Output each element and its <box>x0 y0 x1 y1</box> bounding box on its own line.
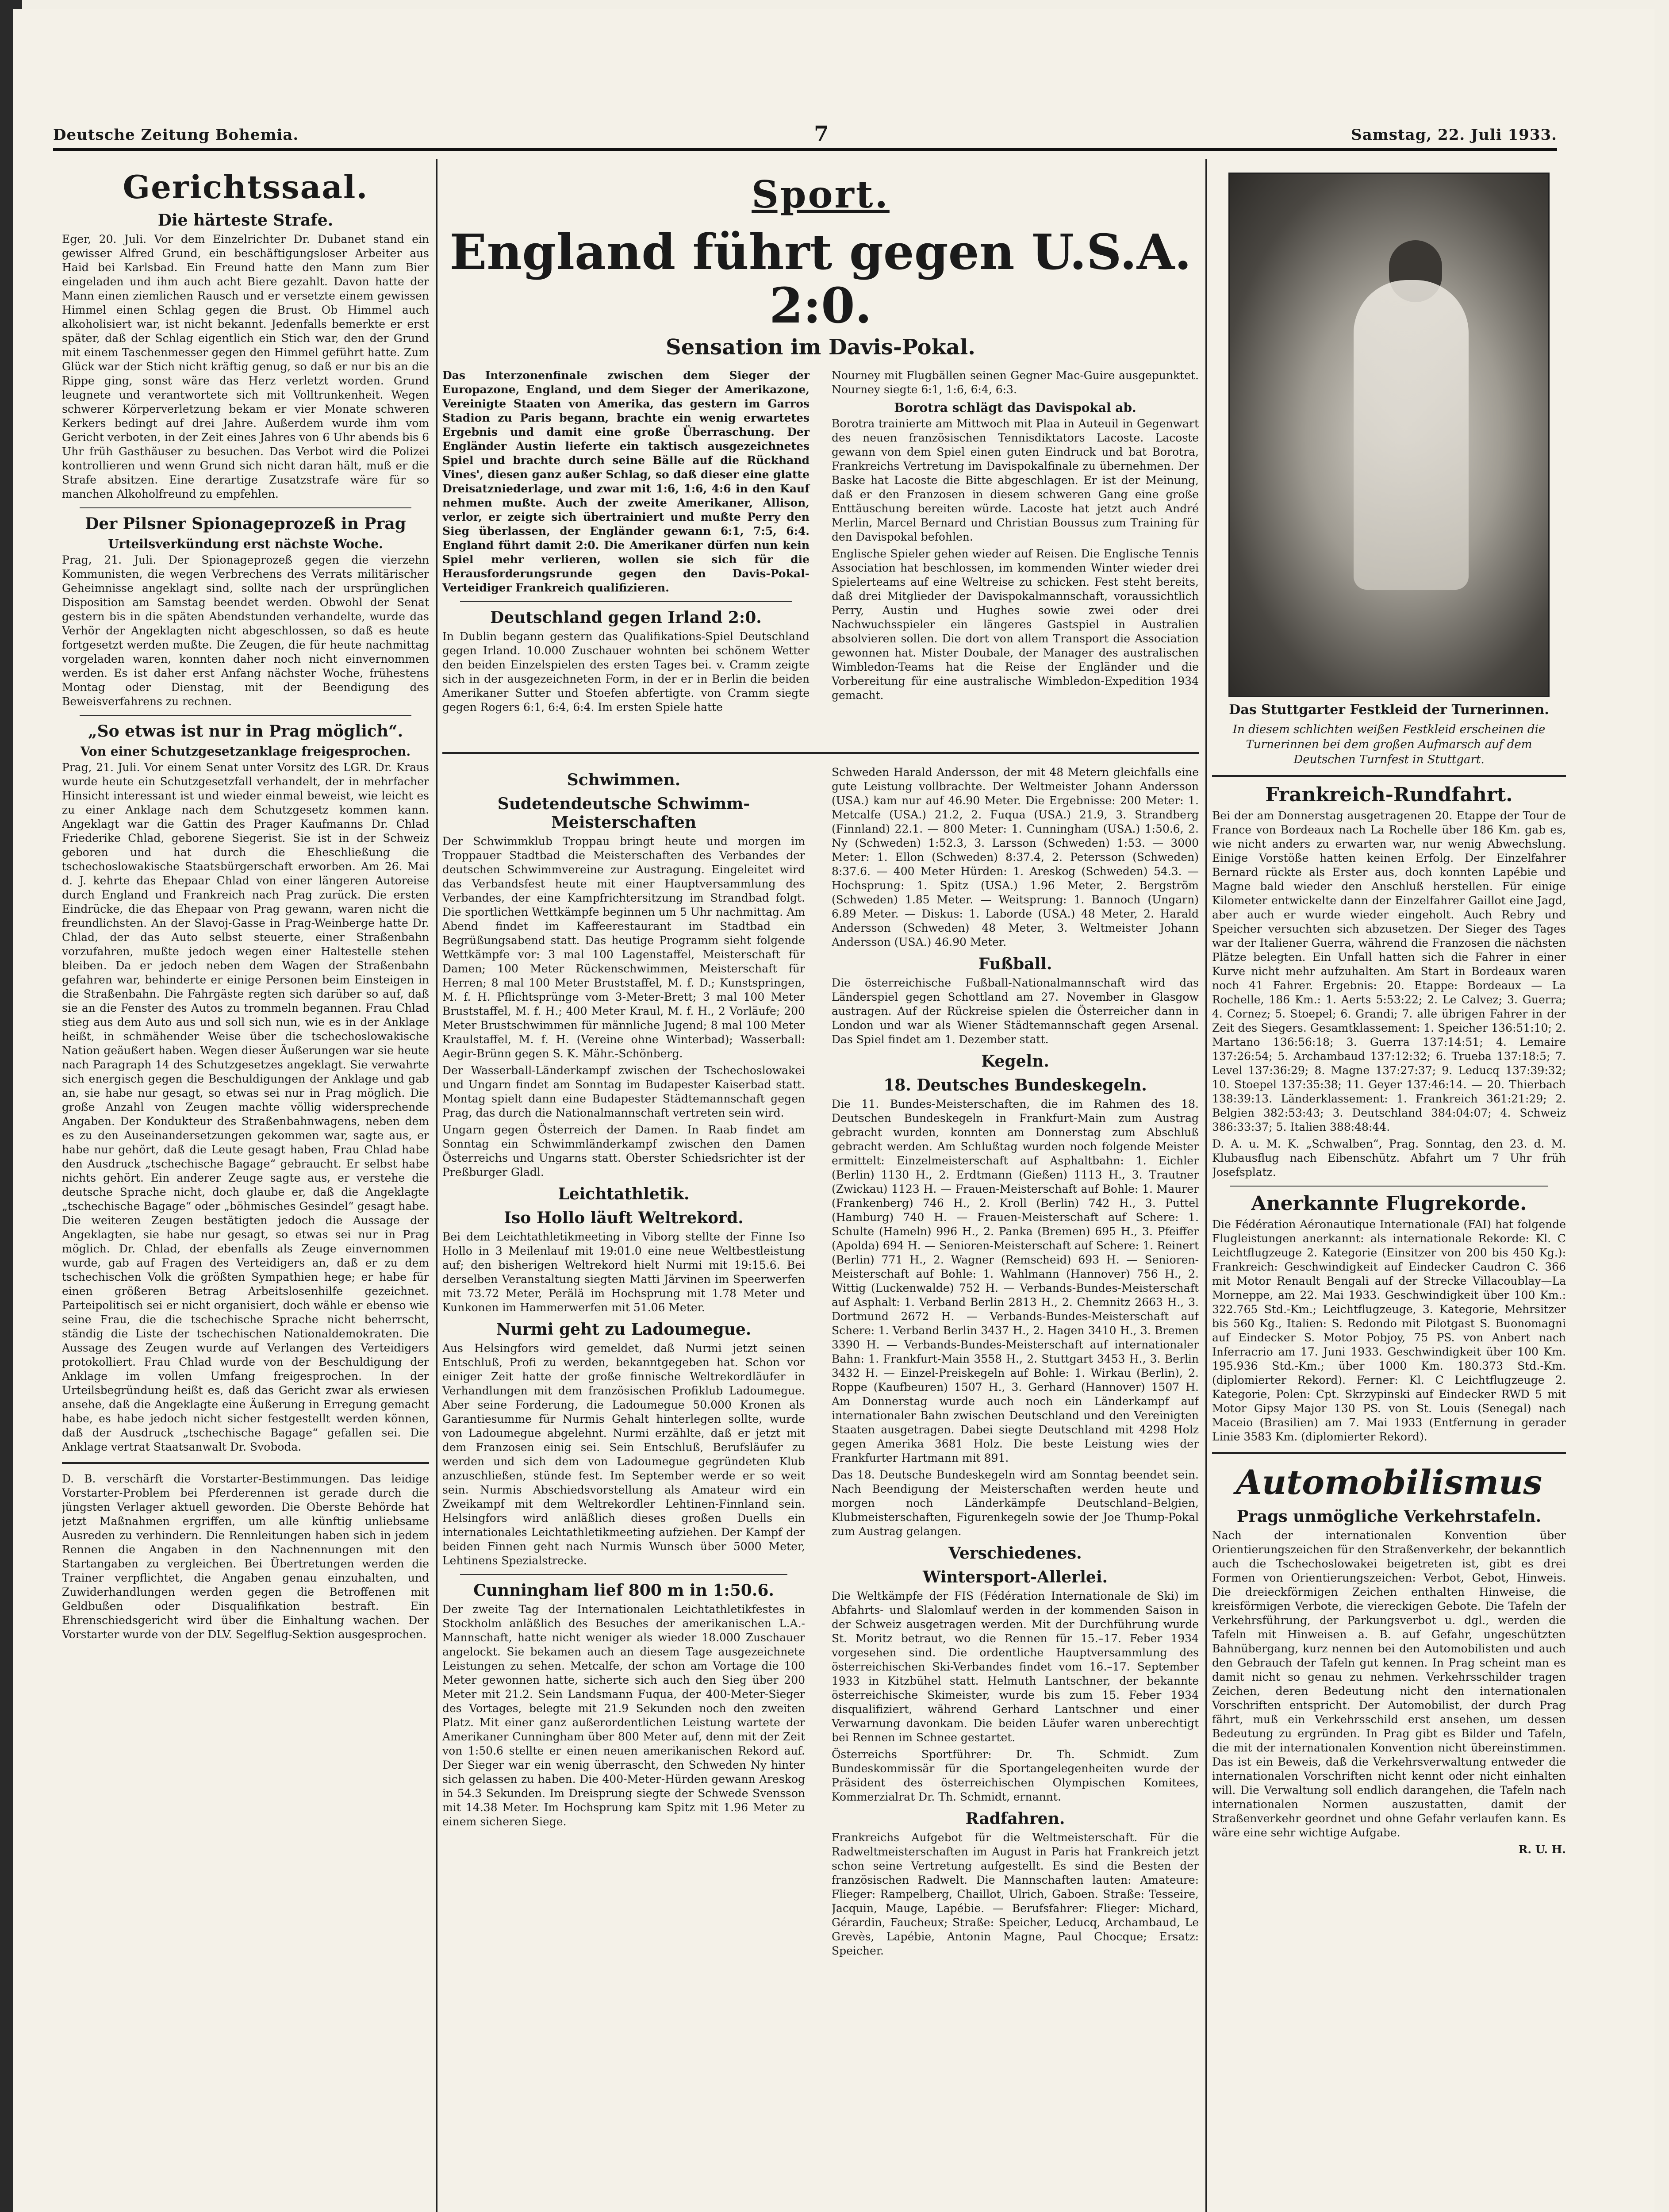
column-sport-left <box>442 765 805 2212</box>
article-body: Prag, 21. Juli. Der Spionageprozeß gegen die vierzehn Kommunisten, die wegen Verbrechens des Verrats militärischer Geheimnisse angeklagt sind, sollte nach der ursprünglichen Disposition am Samstag beendet werden. Obwohl der Senat gestern bis in die späten Abendstunden verhandelte, wurde das Verhör der Angeklagten nicht abgeschlossen, so daß es heute fortgesetzt werden mußte. Die Zeugen, die für heute nachmittag vorgeladen waren, konnten daher noch nicht einvernommen werden. Es ist daher erst Anfang nächster Woche, frühestens Montag oder Dienstag, mit der Beendigung des Beweisverfahrens zu rechnen. <box>62 553 429 708</box>
issue-date: Samstag, 22. Juli 1933. <box>1351 126 1557 144</box>
section-title-automobile: Automobilismus <box>1235 1463 1542 1502</box>
section-title-bowling: Kegeln. <box>981 1052 1049 1071</box>
article-body: Der Wasserball-Länderkampf zwischen der Tschechoslowakei und Ungarn findet am Sonntag im Budapester Kaiserbad statt. Montag spielt dann eine Budapester Städtemannschaft gegen Prag, das durch die Nationalmannschaft vertreten sein wird. <box>442 1064 805 1119</box>
sport-lead <box>442 159 1199 752</box>
article-body: Der zweite Tag der Internationalen Leichtathletikfestes in Stockholm anläßlich des Besuches der amerikanischen L.A.-Mannschaft, hatte nicht weniger als wieder 18.000 Zuschauer angelockt. Sie bekamen auch an diesem Tage ausgezeichnete Leistungen zu sehen. Metcalfe, der schon am Vortage die 100 Meter gewonnen hatte, sicherte sich auch den Sieg über 200 Meter mit 21.2. Sein Landsmann Fuqua, der 400-Meter-Sieger des Vortages, belegte mit 21.9 Sekunden noch den zweiten Platz. Mit einer ganz außerordentlichen Leistung wartete der Amerikaner Cunningham über 800 Meter auf, denn mit der Zeit von 1:50.6 stellte er einen neuen amerikanischen Rekord auf. Der Sieger war ein wenig überrascht, den Schweden Ny hinter sich gelassen zu haben. Die 400-Meter-Hürden gewann Areskog in 54.3 Sekunden. Im Dreisprung siegte der Schwede Svensson mit 14.38 Meter. Im Hochsprung kam Spitz mit 1.96 Meter zu einem sicheren Siege. <box>442 1603 805 1828</box>
column-divider-1 <box>436 159 437 2212</box>
section-title-court: Gerichtssaal. <box>123 168 368 206</box>
column-court <box>62 159 429 2212</box>
article-title: Iso Hollo läuft Weltrekord. <box>504 1209 744 1227</box>
article-body: Eger, 20. Juli. Vor dem Einzelrichter Dr. Dubanet stand ein gewisser Alfred Grund, ein beschäftigungsloser Arbeiter aus Haid bei Karlsbad. Ein Freund hatte den Mann zum Bier eingeladen und ihm auch acht Biere gezahlt. Davon hatte der Mann einen ziemlichen Rausch und er versetzte einem gewissen Himmel einen Schlag gegen die Brust. Ob Himmel auch alkoholisiert war, ist nicht bekannt. Jedenfalls bemerkte er erst später, daß der Schlag eigentlich ein Stich war, den der Grund mit einem Taschenmesser gegen den Himmel geführt hatte. Zum Glück war der Stich nicht kräftig genug, so daß er nur bis an die Rippe ging, sonst wäre das Herz verletzt worden. Grund leugnete und verantwortete sich mit Volltrunkenheit. Wegen schwerer Körperverletzung bekam er vier Monate schweren Kerkers bedingt auf drei Jahre. Außerdem wurde ihm vom Gericht verboten, in der Zeit eines Jahres von 6 Uhr abends bis 6 Uhr früh Gasthäuser zu besuchen. Das Verbot wird die Polizei kontrollieren und wenn Grund sich nicht daran hält, muß er die Strafe absitzen. Eine derartige Zusatzstrafe wäre für so manchen Alkoholfreund zu empfehlen. <box>62 233 429 500</box>
section-rule <box>442 752 1199 754</box>
article-body: D. B. verschärft die Vorstarter-Bestimmungen. Das leidige Vorstarter-Problem bei Pferderennen ist gerade durch die jüngsten Verlager aktuell geworden. Die Oberste Behörde hat jetzt Maßnahmen ergriffen, um alle künftig unliebsame Ausreden zu verhindern. Die Rennleitungen haben sich in jedem Rennen die Angaben in den Nachnennungen mit den Startangaben zu vergleichen. Bei Übertretungen werden die Trainer verpflichtet, die Angaben genau einzuhalten, und Zuwiderhandlungen werden gegen die Betroffenen mit Geldbußen oder Disqualifikation bestraft. Ein Ehrenschiedsgericht wird über die Einhaltung wachen. Der Vorstarter wurde von der DLV. Segelflug-Sektion ausgesprochen. <box>62 1472 429 1641</box>
divider <box>80 715 411 716</box>
section-title-cycling: Radfahren. <box>965 1809 1065 1828</box>
article-title: 18. Deutsches Bundeskegeln. <box>883 1076 1147 1094</box>
article-body: Der Schwimmklub Troppau bringt heute und morgen im Troppauer Stadtbad die Meisterschaften des Verbandes der deutschen Schwimmvereine zur Austragung. Eingeleitet wird das Verbandsfest heute mit einer Hauptversammlung des Verbandes, der eine Kampfrichtersitzung im Strandbad folgt. Die sportlichen Wettkämpfe beginnen um 5 Uhr nachmittag. Am Abend findet im Kaffeerestaurant im Stadtbad ein Begrüßungsabend statt. Das heutige Programm sieht folgende Wettkämpfe vor: 3 mal 100 Lagenstaffel, Meisterschaft für Damen; 100 Meter Rückenschwimmen, Meisterschaft für Herren; 8 mal 100 Meter Bruststaffel, M. f. D.; Kunstspringen, M. f. H. Pflichtsprünge vom 3-Meter-Brett; 3 mal 100 Meter Bruststaffel, M. f. H.; 400 Meter Kraul, M. f. H., 2 Vorläufe; 200 Meter Brustschwimmen für männliche Jugend; 8 mal 100 Meter Kraulstaffel, M. f. H. (Vereine ohne Winterbad); Wasserball: Aegir-Brünn gegen S. K. Mähr.-Schönberg. <box>442 835 805 1060</box>
article-title: Anerkannte Flugrekorde. <box>1251 1192 1527 1215</box>
article-subtitle: Urteilsverkündung erst nächste Woche. <box>108 537 383 551</box>
article-title: Cunningham lief 800 m in 1:50.6. <box>473 1581 774 1600</box>
article-body: Das 18. Deutsche Bundeskegeln wird am Sonntag beendet sein. Nach Beendigung der Meisterschaften werden heute und morgen noch Länderkämpfe Deutschland–Belgien, Klubmeisterschaften, Figurenkegeln sowie der Joe Thump-Pokal zum Austrag gelangen. <box>832 1468 1199 1538</box>
divider <box>460 601 792 602</box>
masthead-name: Deutsche Zeitung Bohemia. <box>53 126 299 144</box>
article-title: „So etwas ist nur in Prag möglich“. <box>88 722 403 741</box>
photo-figure <box>1354 280 1469 590</box>
article-title: Sudetendeutsche Schwimm-Meisterschaften <box>497 795 750 832</box>
article-title: Frankreich-Rundfahrt. <box>1265 783 1513 806</box>
photo-caption-text: In diesem schlichten weißen Festkleid erscheinen die Turnerinnen bei dem großen Aufmarsch auf dem Deutschen Turnfest in Stuttgart. <box>1232 723 1546 766</box>
lead-col-a <box>442 369 810 717</box>
divider <box>80 507 411 508</box>
article-title: Der Pilsner Spionageprozeß in Prag <box>85 515 406 533</box>
section-title-misc: Verschiedenes. <box>948 1544 1082 1563</box>
photo-festkleid <box>1228 173 1550 697</box>
article-body: Schweden Harald Andersson, der mit 48 Metern gleichfalls eine gute Leistung vollbrachte. Der Weltmeister Johann Andersson (USA.) kam nur auf 46.90 Meter. Die Ergebnisse: 200 Meter: 1. Metcalfe (USA.) 21.2, 2. Fuqua (USA.) 21.9, 3. Strandberg (Finnland) 22.1. — 800 Meter: 1. Cunningham (USA.) 1:50.6, 2. Ny (Schweden) 1:52.3, 3. Larsson (Schweden) 1:53. — 3000 Meter: 1. Ellon (Schweden) 8:37.4, 2. Petersson (Schweden) 8:37.6. — 400 Meter Hürden: 1. Areskog (Schweden) 54.3. — Hochsprung: 1. Spitz (USA.) 1.96 Meter, 2. Bergström (Schweden) 1.85 Meter. — Weitsprung: 1. Bannoch (Ungarn) 6.89 Meter. — Diskus: 1. Laborde (USA.) 48 Meter, 2. Harald Andersson (Schweden) 48 Meter, 3. Weltmeister Johann Andersson (USA.) 46.90 Meter. <box>832 766 1199 949</box>
column-sport-right <box>832 765 1199 2212</box>
page-header <box>53 117 1557 153</box>
article-title: Nurmi geht zu Ladoumegue. <box>496 1320 752 1339</box>
article-body: Die Fédération Aéronautique Internationale (FAI) hat folgende Flugleistungen anerkannt: als internationale Rekorde: Kl. C Leichtflugzeuge 2. Kategorie (Einsitzer von 200 bis 450 Kg.): Frankreich: Geschwindigkeit auf Eindecker Caudron C. 366 mit Motor Renault Bengali auf der Strecke Villacoublay—La Morneppe, am 22. Mai 1933. Geschwindigkeit über 100 Km.: 322.765 Std.-Km.; Leichtflugzeuge, 3. Kategorie, Mehrsitzer bis 560 Kg., Italien: S. Redondo mit Pilotgast S. Buonomagni auf Eindecker S. Motor Pobjoy, 75 PS. von Anbert nach Inferracrio am 17. Juni 1933. Geschwindigkeit über 100 Km. 195.936 Std.-Km.; über 1000 Km. 180.373 Std.-Km. (diplomierter Rekord). Ferner: Kl. C Leichtflugzeuge 2. Kategorie, Polen: Cpt. Skrzypinski auf Eindecker RWD 5 mit Motor Gipsy Major 130 PS. von St. Louis (Senegal) nach Maceio (Brasilien) am 7. Mai 1933 (Entfernung in gerader Linie 3583 Km. (diplomierter Rekord). <box>1212 1218 1566 1444</box>
article-body: Bei der am Donnerstag ausgetragenen 20. Etappe der Tour de France von Bordeaux nach La Rochelle über 186 Km. gab es, wie nicht anders zu erwarten war, nur wenig Abwechslung. Einige Vorstöße hatten keinen Erfolg. Der Einzelfahrer Bernard rückte als Erster aus, doch konnten Lapébie und Magne bald wieder den Anschluß herstellen. Für einige Kilometer entwickelte dann der Einzelfahrer Gaillot eine Jagd, aber auch er wurde wieder eingeholt. Auch Rebry und Speicher versuchten sich abzusetzen. Der Sieger des Tages war der Italiener Guerra, während die Franzosen die nächsten Plätze belegten. Ein Unfall hatten sich die Fahrer in einer Kurve nicht mehr aufzuhalten. Am Start in Bordeaux waren noch 41 Fahrer. Ergebnis: 20. Etappe: Bordeaux — La Rochelle, 186 Km.: 1. Aerts 5:53:22; 2. Le Calvez; 3. Guerra; 4. Cornez; 5. Stoepel; 6. Grandi; 7. alle übrigen Fahrer in der Zeit des Siegers. Gesamtklassement: 1. Speicher 136:51:10; 2. Martano 136:56:18; 3. Guerra 137:14:51; 4. Lemaire 137:26:54; 5. Archambaud 137:12:32; 6. Trueba 137:18:5; 7. Level 137:36:29; 8. Magne 137:27:37; 9. Leducq 137:39:32; 10. Stoepel 137:35:38; 11. Geyer 137:46:14. — 20. Thierbach 138:39:13. Länderklassement: 1. Frankreich 361:21:29; 2. Belgien 382:53:43; 3. Deutschland 384:04:07; 4. Schweiz 386:33:37; 5. Italien 388:48:44. <box>1212 809 1566 1134</box>
article-title: Die härteste Strafe. <box>157 211 334 230</box>
article-body: Nourney mit Flugbällen seinen Gegner Mac-Guire ausgepunktet. Nourney siegte 6:1, 1:6, 6:4, 6:3. <box>832 369 1199 396</box>
section-title-sport: Sport. <box>752 173 890 216</box>
article-body: Englische Spieler gehen wieder auf Reisen. Die Englische Tennis Association hat beschlossen, im kommenden Winter wieder drei Spielerteams auf eine Weltreise zu schicken. Fest steht bereits, daß drei Mitglieder der Davispokalmannschaft, voraussichtlich Perry, Austin und Hughes sowie zwei oder drei Nachwuchsspieler ein längeres Gastspiel in Australien absolvieren sollen. Die dort von allem Transport die Association gewonnen hat. Mister Doubale, der Manager des australischen Wimbledon-Teams hat die Reise der Engländer und die Vorbereitung für eine australische Wimbledon-Expedition 1934 gemacht. <box>832 547 1199 702</box>
photo-caption-title: Das Stuttgarter Festkleid der Turnerinnen. <box>1229 702 1549 718</box>
article-body: Nach der internationalen Konvention über Orientierungszeichen für den Straßenverkehr, der bekanntlich auch die Tschechoslowakei beigetreten ist, gibt es drei Formen von Orientierungszeichen: Verbot, Gebot, Hinweis. Die dreieckförmigen Zeichen enthalten Hinweise, die kreisförmigen Verbote, die viereckigen Gebote. Die Tafeln der Verkehrsführung, der Parkungsverbot u. dgl., werden die Tafeln mit Hinweisen a. B. auf Gefahr, ungeschützten Bahnübergang, kurz nennen bei den Automobilisten und auch den Gebrauch der Tafeln gut kennen. In Prag scheint man es damit nicht so genau zu nehmen. Verkehrsschilder tragen Zeichen, deren Bedeutung nicht den internationalen Vorschriften entspricht. Der Automobilist, der durch Prag fährt, muß ein Verkehrsschild erst ansehen, um dessen Bedeutung zu ergründen. In Prag gibt es Bilder und Tafeln, die mit der internationalen Konvention nicht übereinstimmen. Das ist ein Beweis, daß die Verkehrsverwaltung entweder die internationalen Vorschriften nicht kennt oder nicht einhalten will. Die Verwaltung soll endlich darangehen, die Tafeln nach internationalen Normen auszustatten, damit der Straßenverkehr geordnet und ohne Gefahr verlaufen kann. Es wäre eine sehr wichtige Aufgabe. <box>1212 1529 1566 1839</box>
article-body: Die 11. Bundes-Meisterschaften, die im Rahmen des 18. Deutschen Bundeskegeln in Frankfurt-Main zum Austrag gebracht wurden, konnten am Donnerstag zum Abschluß gebracht werden. Am Schlußtag wurden noch folgende Meister ermittelt: Einzelmeisterschaft auf Asphaltbahn: 1. Eichler (Berlin) 1130 H., 2. Erdtmann (Gießen) 1113 H., 3. Trautner (Zwickau) 1123 H. — Frauen-Meisterschaft auf Bohle: 1. Maurer (Frankenberg) 746 H., 2. Kroll (Berlin) 742 H., 3. Puttel (Hamburg) 740 H. — Frauen-Meisterschaft auf Schere: 1. Schulte (Hameln) 996 H., 2. Panka (Bremen) 695 H., 3. Pfeiffer (Apolda) 694 H. — Senioren-Meisterschaft auf Schere: 1. Reinert (Berlin) 771 H., 2. Wagner (Remscheid) 693 H. — Senioren-Meisterschaft auf Bohle: 1. Wahlmann (Hannover) 756 H., 2. Wittig (Luckenwalde) 752 H. — Verbands-Bundes-Meisterschaft auf Asphalt: 1. Verband Berlin 2813 H., 2. Chemnitz 2663 H., 3. Dortmund 2672 H. — Verbands-Bundes-Meisterschaft auf Schere: 1. Verband Berlin 3437 H., 2. Hagen 3410 H., 3. Bremen 3390 H. — Verbands-Bundes-Meisterschaft auf internationaler Bahn: 1. Frankfurt-Main 3558 H., 2. Stuttgart 3453 H., 3. Berlin 3432 H. — Einzel-Preiskegeln auf Bohle: 1. Wirkau (Berlin), 2. Roppe (Kaufbeuren) 1507 H., 3. Gerhard (Hannover) 1507 H. Am Donnerstag wurde auch noch ein Länderkampf auf internationaler Bahn zwischen Deutschland und den Vereinigten Staaten ausgetragen. Dabei siegte Deutschland mit 4298 Holz gegen Amerika 3681 Holz. Die beste Leistung wies der Frankfurter Hartmann mit 891. <box>832 1098 1199 1464</box>
section-title-football: Fußball. <box>978 955 1052 973</box>
article-title: Deutschland gegen Irland 2:0. <box>490 608 762 627</box>
column-divider-2 <box>1205 159 1207 2212</box>
author-signature: R. U. H. <box>1518 1843 1566 1856</box>
divider <box>1212 1452 1566 1454</box>
article-body: Österreichs Sportführer: Dr. Th. Schmidt. Zum Bundeskommissär für die Sportangelegenheiten wurde der Präsident des österreichischen Olympischen Komitees, Kommerzialrat Dr. Th. Schmidt, ernannt. <box>832 1748 1199 1803</box>
column-right <box>1212 159 1566 2212</box>
article-title: Borotra schlägt das Davispokal ab. <box>894 400 1136 415</box>
divider <box>1212 775 1566 777</box>
article-body: Frankreichs Aufgebot für die Weltmeisterschaft. Für die Radweltmeisterschaften im August in Paris hat Frankreich jetzt schon seine Vertretung aufgestellt. Es sind die Besten der französischen Radwelt. Die Mannschaften lauten: Amateure: Flieger: Rampelberg, Chaillot, Ulrich, Gaboen. Straße: Tesseire, Jacquin, Mauge, Lapébie. — Berufsfahrer: Flieger: Michard, Gérardin, Faucheux; Straße: Speicher, Leducq, Archambaud, Le Grevès, Lapébie, Antonin Magne, Paul Chocque; Ersatz: Speicher. <box>832 1831 1199 1957</box>
article-body: Die österreichische Fußball-Nationalmannschaft wird das Länderspiel gegen Schottland am 27. November in Glasgow austragen. Auf der Rückreise spielen die Österreicher dann in London und war als Wiener Städtemannschaft gegen Arsenal. Das Spiel findet am 1. Dezember statt. <box>832 976 1199 1046</box>
divider <box>460 1574 787 1575</box>
lead-headline: England führt gegen U.S.A. 2:0. <box>449 223 1192 334</box>
article-body: Prag, 21. Juli. Vor einem Senat unter Vorsitz des LGR. Dr. Kraus wurde heute ein Schutzgesetzfall verhandelt, der in mehrfacher Hinsicht interessant ist und wieder einmal beweist, wie leicht es zu einer Anklage nach dem Schutzgesetz kommen kann. Angeklagt war die Gattin des Prager Kaufmanns Dr. Chlad Friederike Chlad, geborene Siegerist. Sie ist in der Schweiz geboren und hat durch die Eheschließung die tschechoslowakische Staatsbürgerschaft erworben. Am 26. Mai d. J. kehrte das Ehepaar Chlad von einer längeren Autoreise durch England und Frankreich nach Prag zurück. Die ersten Eindrücke, die das Ehepaar von Prag gewann, waren nicht die freundlichsten. An der Slavoj-Gasse in Prag-Weinberge hatte Dr. Chlad, der das Auto selbst steuerte, einer Straßenbahn vorzufahren, mußte jedoch wegen einer Haltestelle stehen bleiben. Da er jedoch neben dem Wagen der Straßenbahn gefahren war, behinderte er einige Personen beim Einsteigen in die Straßenbahn. Die Fahrgäste regten sich darüber so auf, daß sie an die Fenster des Autos zu trommeln begannen. Frau Chlad stieg aus dem Auto aus und soll sich nun, wie es in der Anklage heißt, in schmähender Weise über die tschechoslowakische Nation geäußert haben. Wegen dieser Äußerungen war sie heute nach Paragraph 14 des Schutzgesetzes angeklagt. Sie verwahrte sich energisch gegen die Beschuldigungen der Anklage und gab an, sie habe nur gesagt, so etwas sei nur in Prag möglich. Die große Anzahl von Zeugen machte völlig widersprechende Angaben. Der Kondukteur des Straßenbahnwagens, neben dem es zu den Auseinandersetzungen gekommen war, sagte aus, er habe nur gehört, daß die Leute gesagt haben, Frau Chlad habe den Ausdruck „tschechische Bagage“ gebraucht. Er selbst habe nichts gehört. Ein anderer Zeuge sagte aus, er verstehe die deutsche Sprache nicht, doch glaube er, daß die Angeklagte „tschechische Bagage“ oder „böhmisches Gesindel“ gesagt habe. Die weiteren Zeugen bestätigten jedoch die Aussage der Angeklagten, sie habe nur gesagt, so etwas sei nur in Prag möglich. Dr. Chlad, der ebenfalls als Zeuge einvernommen wurde, gab auf Fragen des Verteidigers an, daß er zu dem tschechischen Volk die größten Sympathien hege; er habe für einen größeren Betrag Arbeitslosenhilfe gezeichnet. Parteipolitisch sei er nicht organisiert, doch wähle er ebenso wie seine Frau, die die tschechische Sprache nicht beherrscht, ständig die Liste der tschechischen Nationaldemokraten. Die Aussage des Zeugen wurde auf Verlangen des Verteidigers protokolliert. Frau Chlad wurde von der Beschuldigung der Anklage im vollen Umfang freigesprochen. In der Urteilsbegründung heißt es, daß das Gericht zwar als erwiesen ansehe, daß die Angeklagte eine Äußerung in Erregung gemacht habe, es habe jedoch nicht sicher festgestellt werden können, daß der Ausdruck „tschechische Bagage“ gefallen sei. Die Anklage vertrat Staatsanwalt Dr. Svoboda. <box>62 761 429 1453</box>
article-body: Ungarn gegen Österreich der Damen. In Raab findet am Sonntag ein Schwimmländerkampf zwischen den Damen Österreichs und Ungarns statt. Oberster Schiedsrichter ist der Preßburger Gladl. <box>442 1123 805 1179</box>
article-body: Borotra trainierte am Mittwoch mit Plaa in Auteuil in Gegenwart des neuen französischen Tennisdiktators Lacoste. Lacoste gewann von dem Spiel einen guten Eindruck und bat Borotra, Frankreichs Vertretung im Davispokalfinale zu übernehmen. Der Baske hat Lacoste die Bitte abgeschlagen. Er ist der Meinung, daß er den Franzosen in diesem schweren Gang eine große Enttäuschung bereiten würde. Lacoste hat jetzt auch André Merlin, Marcel Bernard und Christian Boussus zum Training für den Davispokal befohlen. <box>832 417 1199 543</box>
page-number: 7 <box>814 122 829 146</box>
article-subtitle: Von einer Schutzgesetzanklage freigesprochen. <box>80 744 411 759</box>
header-rule <box>53 148 1557 151</box>
article-body: Bei dem Leichtathletikmeeting in Viborg stellte der Finne Iso Hollo in 3 Meilenlauf mit 19:01.0 eine neue Weltbestleistung auf; den bisherigen Weltrekord hielt Nurmi mit 19:15.6. Bei derselben Veranstaltung siegten Matti Järvinen im Speerwerfen mit 73.72 Meter, Perälä im Hochsprung mit 1.78 Meter und Kunkonen im Hammerwerfen mit 51.06 Meter. <box>442 1230 805 1314</box>
article-body: D. A. u. M. K. „Schwalben“, Prag. Sonntag, den 23. d. M. Klubausflug nach Eibenschütz. Abfahrt um 7 Uhr früh Josefsplatz. <box>1212 1137 1566 1179</box>
lead-subheadline: Sensation im Davis-Pokal. <box>666 335 975 360</box>
article-title: Prags unmögliche Verkehrstafeln. <box>1236 1507 1542 1526</box>
article-body: Aus Helsingfors wird gemeldet, daß Nurmi jetzt seinen Entschluß, Profi zu werden, bekanntgegeben hat. Schon vor einiger Zeit hatte der große finnische Weltrekordläufer in Verhandlungen mit dem französischen Profiklub Ladoumegue. Aber seine Forderung, die Ladoumegue 50.000 Kronen als Garantiesumme für Nurmis Gehalt hinterlegen sollte, wurde von Ladoumegue abgelehnt. Nurmi erzählte, daß er jetzt mit dem Franzosen einig sei. Sein Entschluß, Berufsläufer zu werden und sich dem von Ladoumegue gegründeten Klub anzuschließen, stünde fest. Im September werde er so weit sein. Nurmis Abschiedsvorstellung als Amateur wird ein Zweikampf mit dem Weltrekordler Lehtinen-Finnland sein. Helsingfors wird anläßlich dieses großen Duells ein internationales Leichtathletikmeeting aufziehen. Der Kampf der beiden Finnen geht nach Nurmis Wunsch über 5000 Meter, Lehtinens Spezialstrecke. <box>442 1342 805 1567</box>
article-body: In Dublin begann gestern das Qualifikations-Spiel Deutschland gegen Irland. 10.000 Zuschauer wohnten bei schönem Wetter den beiden Einzelspielen des ersten Tages bei. v. Cramm zeigte sich in der ausgezeichneten Form, in der er in Berlin die beiden Amerikaner Sutter und Stoefen abfertigte. von Cramm siegte gegen Rogers 6:1, 6:4, 6:4. Im ersten Spiele hatte <box>442 630 810 714</box>
lead-col-b <box>832 369 1199 717</box>
section-title-athletics: Leichtathletik. <box>558 1185 690 1203</box>
article-body: Das Interzonenfinale zwischen dem Sieger der Europazone, England, und dem Sieger der Amerikazone, Vereinigte Staaten von Amerika, das gestern im Garros Stadion zu Paris begann, brachte ein wenig erwartetes Ergebnis und damit eine große Überraschung. Der Engländer Austin lieferte ein taktisch ausgezeichnetes Spiel und brachte durch seine Bälle auf die Rückhand Vines', diesen ganz außer Schlag, so daß dieser eine glatte Dreisatzniederlage, und zwar mit 1:6, 1:6, 4:6 in den Kauf nehmen mußte. Auch der zweite Amerikaner, Allison, verlor, er zeigte sich übertrainiert und mußte Perry den Sieg überlassen, der Engländer gewann 6:1, 7:5, 6:4. England führt damit 2:0. Die Amerikaner dürfen nun kein Spiel mehr verlieren, wollen sie sich für die Herausforderungsrunde gegen den Davis-Pokal-Verteidiger Frankreich qualifizieren. <box>442 369 810 594</box>
divider <box>1230 1186 1548 1187</box>
article-title: Wintersport-Allerlei. <box>922 1568 1108 1586</box>
article-body: Die Weltkämpfe der FIS (Fédération Internationale de Ski) im Abfahrts- und Slalomlauf werden in der kommenden Saison in der Schweiz ausgetragen werden. Mit der Durchführung wurde St. Moritz betraut, wo die Rennen für 15.–17. Feber 1934 vorgesehen sind. Die ordentliche Hauptversammlung des österreichischen Ski-Verbandes findet vom 16.–17. September 1933 in Kitzbühel statt. Helmuth Lantschner, der bekannte österreichische Skimeister, wurde bis zum 15. Feber 1934 disqualifiziert, während Gerhard Lantschner und einer Verwarnung davonkam. Die beiden Läufer waren unberechtigt bei Rennen im Schnee gestartet. <box>832 1590 1199 1744</box>
section-title-swimming: Schwimmen. <box>567 771 681 789</box>
divider <box>62 1462 429 1464</box>
